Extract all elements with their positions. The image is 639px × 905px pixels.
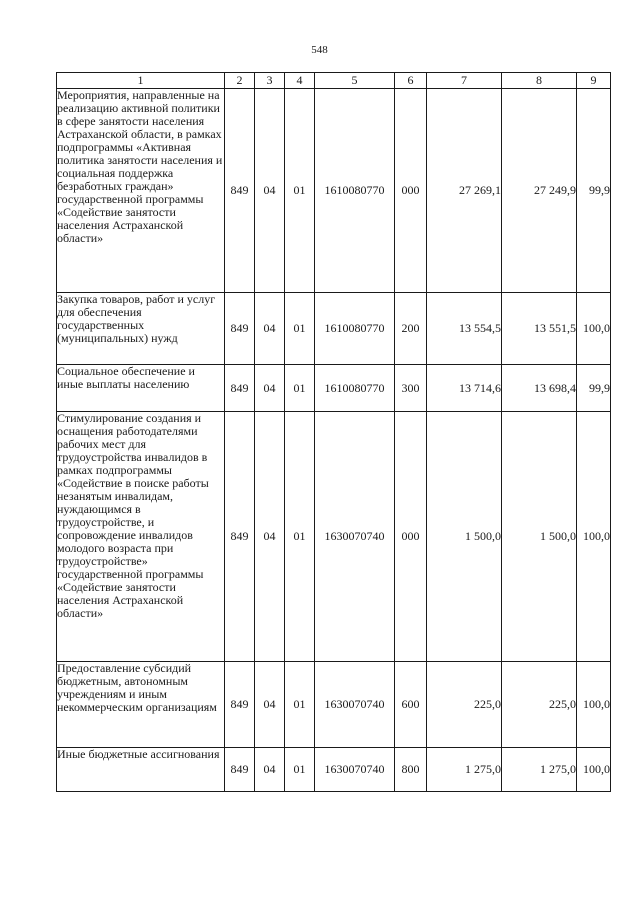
cell-target-article: 1630070740	[315, 412, 395, 662]
header-cell: 3	[255, 73, 285, 89]
cell-expense-type: 200	[395, 293, 427, 365]
row-name: Мероприятия, направленные на реализацию активной политики в сфере занятости населения Астраханской области, в рамках подпрограммы «Активная политика занятости населения и социальная поддержка безработных граждан» государственной программы «Содействие занятости населения Астраханской области»	[57, 89, 225, 293]
cell-target-article: 1610080770	[315, 89, 395, 293]
cell-plan: 13 714,6	[427, 365, 502, 412]
cell-subsection: 01	[285, 365, 315, 412]
cell-percent: 100,0	[577, 748, 611, 792]
header-cell: 4	[285, 73, 315, 89]
cell-fact: 1 500,0	[502, 412, 577, 662]
page-number: 548	[311, 44, 328, 56]
table-row	[57, 293, 611, 365]
cell-grbs: 849	[225, 365, 255, 412]
header-cell: 5	[315, 73, 395, 89]
cell-plan: 13 554,5	[427, 293, 502, 365]
row-name: Иные бюджетные ассигнования	[57, 748, 225, 792]
budget-table	[56, 72, 611, 792]
cell-subsection: 01	[285, 412, 315, 662]
cell-section: 04	[255, 89, 285, 293]
cell-section: 04	[255, 748, 285, 792]
cell-section: 04	[255, 293, 285, 365]
header-cell: 1	[57, 73, 225, 89]
header-row	[57, 73, 611, 89]
table-row	[57, 89, 611, 293]
cell-grbs: 849	[225, 293, 255, 365]
cell-expense-type: 300	[395, 365, 427, 412]
cell-grbs: 849	[225, 89, 255, 293]
cell-fact: 225,0	[502, 662, 577, 748]
cell-percent: 100,0	[577, 412, 611, 662]
table-row	[57, 748, 611, 792]
cell-target-article: 1630070740	[315, 748, 395, 792]
row-name: Стимулирование создания и оснащения работодателями рабочих мест для трудоустройства инвалидов в рамках подпрограммы «Содействие в поиске работы незанятым инвалидам, нуждающимся в трудоустройстве, и сопровождение инвалидов молодого возраста при трудоустройстве» государственной программы «Содействие занятости населения Астраханской области»	[57, 412, 225, 662]
cell-target-article: 1630070740	[315, 662, 395, 748]
cell-grbs: 849	[225, 662, 255, 748]
cell-fact: 13 698,4	[502, 365, 577, 412]
cell-grbs: 849	[225, 412, 255, 662]
cell-percent: 100,0	[577, 293, 611, 365]
header-cell: 9	[577, 73, 611, 89]
cell-section: 04	[255, 412, 285, 662]
cell-expense-type: 000	[395, 412, 427, 662]
cell-plan: 1 275,0	[427, 748, 502, 792]
header-cell: 6	[395, 73, 427, 89]
cell-grbs: 849	[225, 748, 255, 792]
cell-percent: 99,9	[577, 89, 611, 293]
cell-target-article: 1610080770	[315, 293, 395, 365]
table-row	[57, 412, 611, 662]
cell-section: 04	[255, 365, 285, 412]
cell-plan: 27 269,1	[427, 89, 502, 293]
cell-section: 04	[255, 662, 285, 748]
table-row	[57, 662, 611, 748]
header-cell: 7	[427, 73, 502, 89]
cell-fact: 1 275,0	[502, 748, 577, 792]
header-cell: 2	[225, 73, 255, 89]
cell-plan: 225,0	[427, 662, 502, 748]
cell-expense-type: 800	[395, 748, 427, 792]
cell-percent: 99,9	[577, 365, 611, 412]
table-row	[57, 365, 611, 412]
cell-subsection: 01	[285, 748, 315, 792]
cell-subsection: 01	[285, 89, 315, 293]
cell-fact: 27 249,9	[502, 89, 577, 293]
cell-target-article: 1610080770	[315, 365, 395, 412]
cell-expense-type: 000	[395, 89, 427, 293]
cell-subsection: 01	[285, 662, 315, 748]
cell-expense-type: 600	[395, 662, 427, 748]
cell-subsection: 01	[285, 293, 315, 365]
cell-fact: 13 551,5	[502, 293, 577, 365]
cell-plan: 1 500,0	[427, 412, 502, 662]
cell-percent: 100,0	[577, 662, 611, 748]
row-name: Социальное обеспечение и иные выплаты населению	[57, 365, 225, 412]
row-name: Закупка товаров, работ и услуг для обеспечения государственных (муниципальных) нужд	[57, 293, 225, 365]
row-name: Предоставление субсидий бюджетным, автономным учреждениям и иным некоммерческим организациям	[57, 662, 225, 748]
header-cell: 8	[502, 73, 577, 89]
